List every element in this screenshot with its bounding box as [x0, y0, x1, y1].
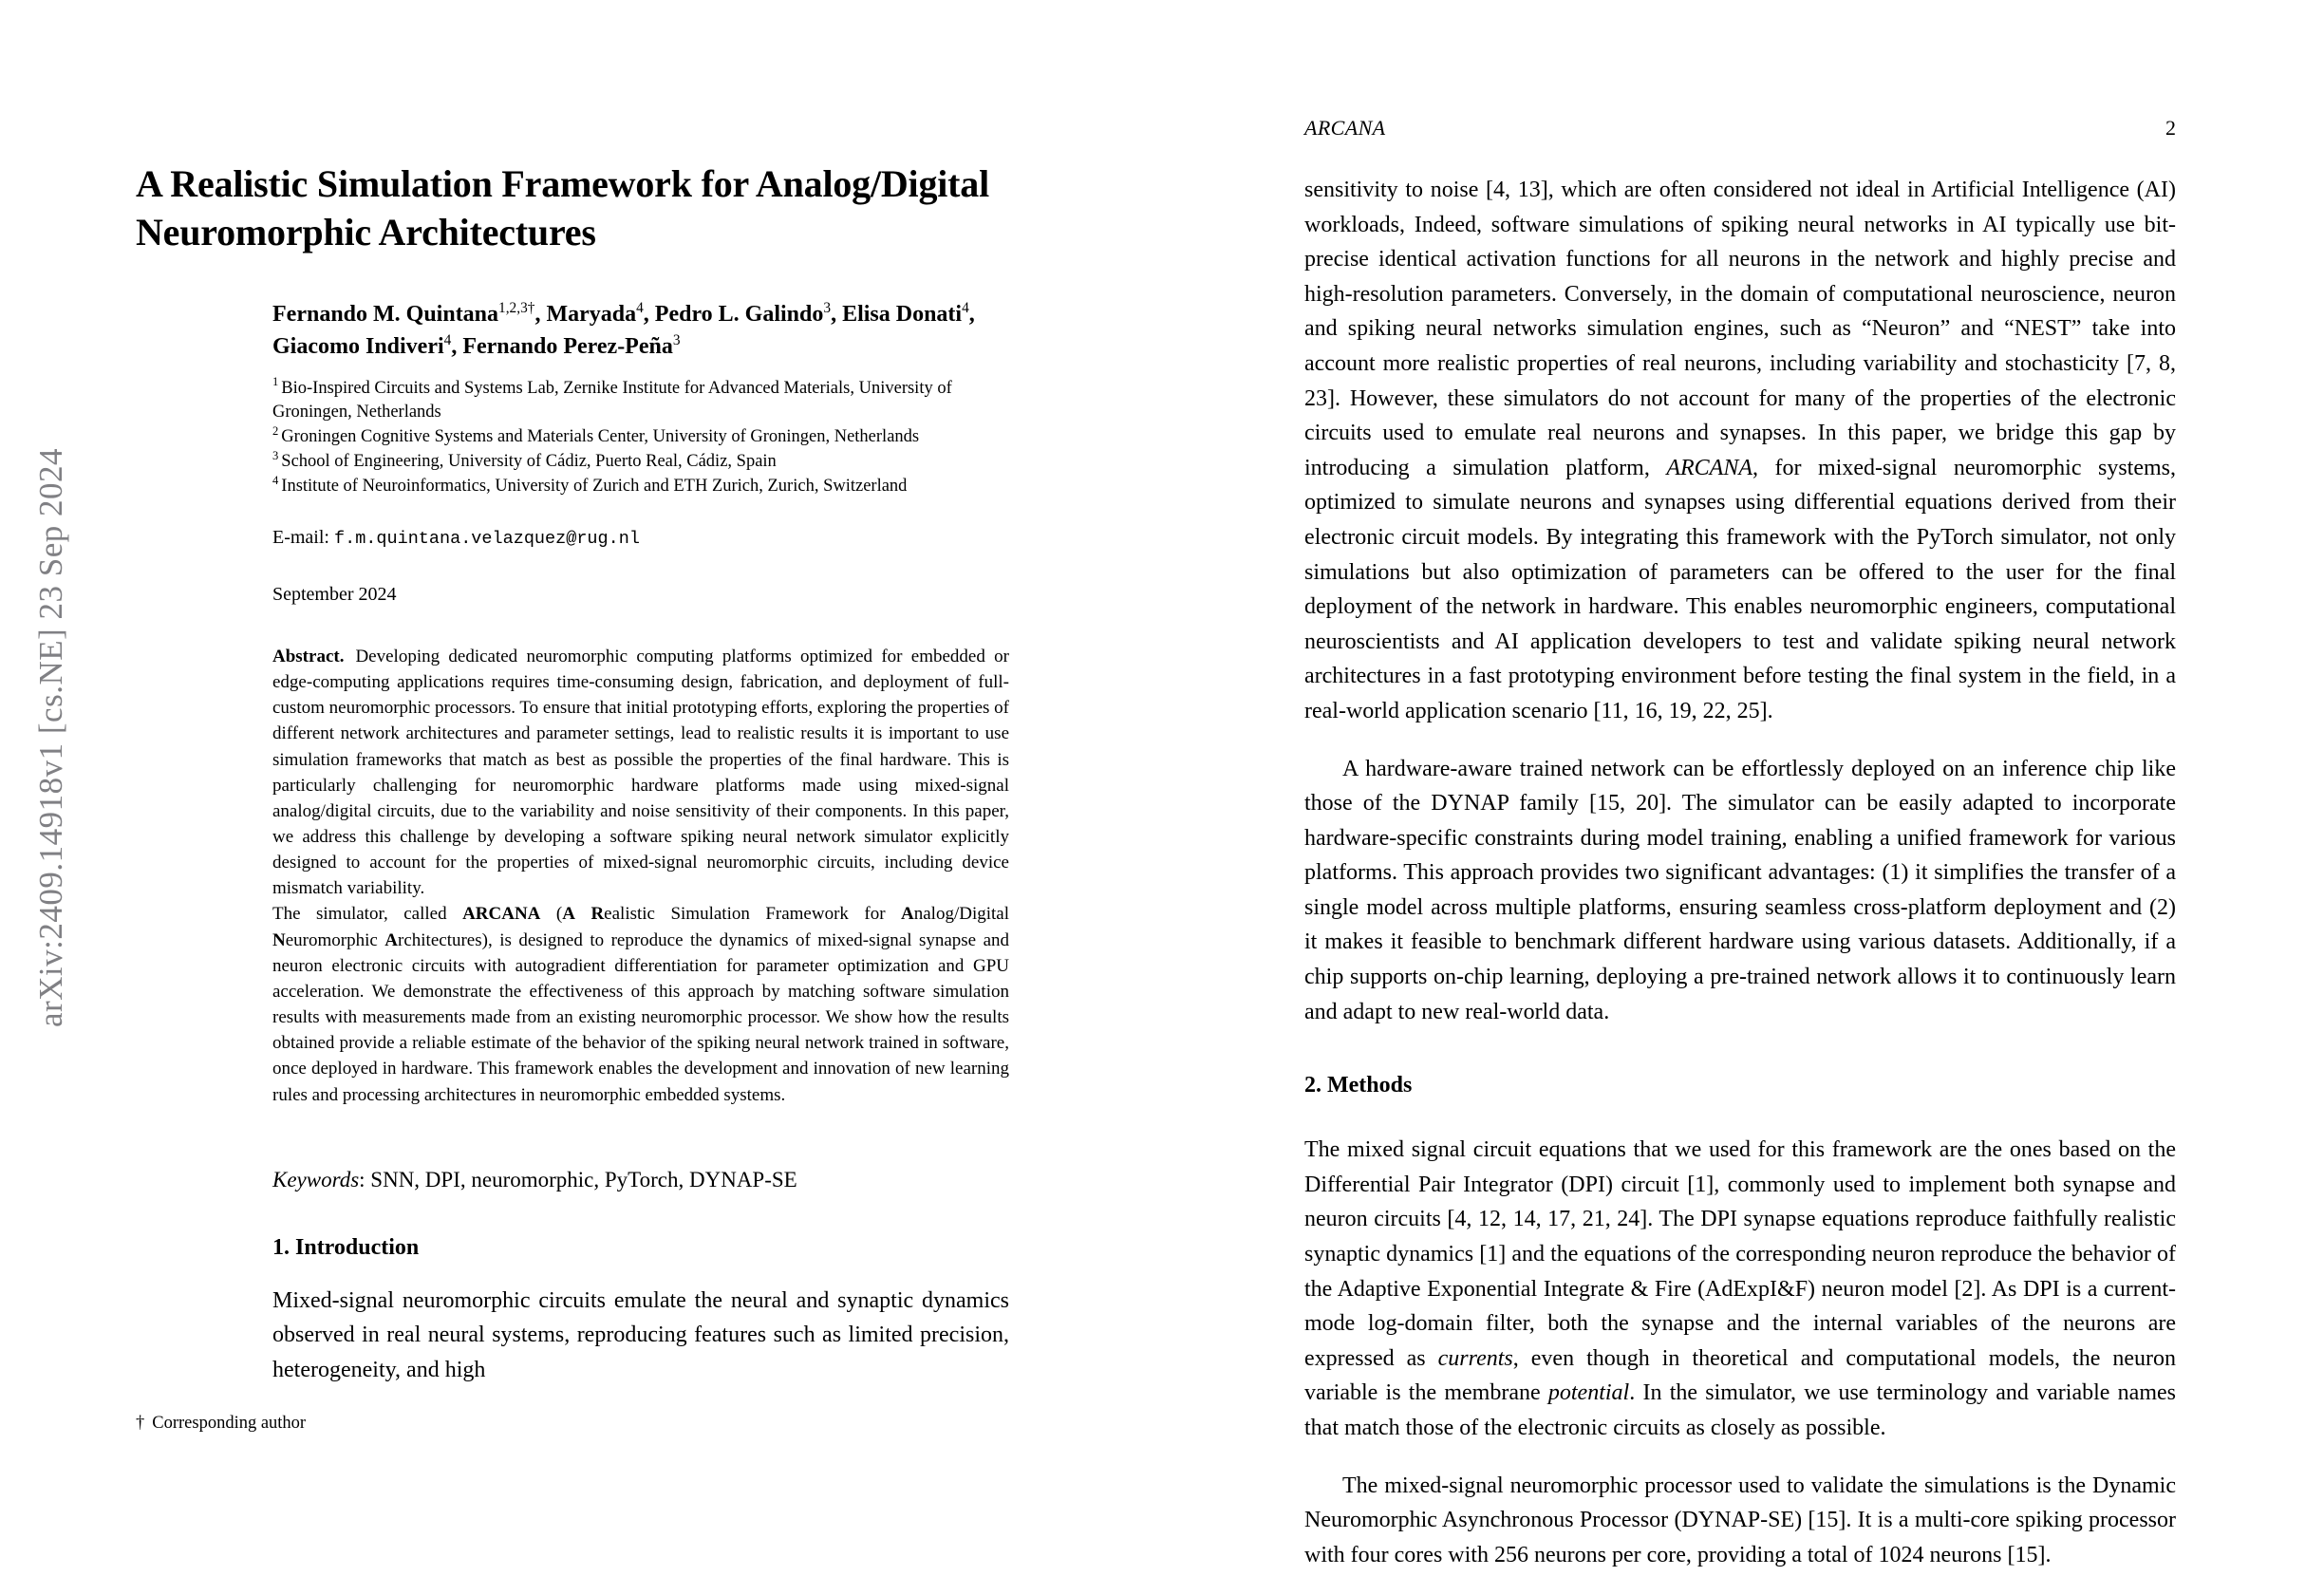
running-head: [1304, 116, 2176, 141]
affiliation-marker: 4: [272, 473, 279, 487]
footnote-text: Corresponding author: [152, 1414, 307, 1433]
acronym-space-1: [575, 904, 590, 924]
affiliation-text: Institute of Neuroinformatics, University of Zurich and ETH Zurich, Zurich, Switzerland: [281, 477, 908, 497]
keywords-value: : SNN, DPI, neuromorphic, PyTorch, DYNAP-SE: [359, 1167, 797, 1192]
keywords-line: [272, 1165, 1009, 1195]
paper-title-line-1: A Realistic Simulation Framework for Analog/Digital: [136, 162, 990, 205]
abstract-text-2a: The simulator, called: [272, 904, 463, 925]
affiliation-item: [272, 377, 1009, 426]
acronym-letter-a3: A: [384, 929, 399, 950]
author-affiliation-marker-2: 4: [636, 300, 644, 317]
author-name-1: Fernando M. Quintana: [272, 302, 499, 328]
affiliation-marker: 3: [272, 449, 279, 463]
affiliation-list: [272, 377, 1009, 499]
author-separator-3: , Elisa Donati: [831, 302, 963, 328]
body-paragraph-4: The mixed-signal neuromorphic processor used to validate the simulations is the Dynamic Neuromorphic Asynchronous Processor (DYNAP-SE) [15]. It is a multi-core spiking processor with four cores with 256 neurons per core, providing a total of 1024 neurons [15].: [1304, 1473, 2176, 1567]
affiliation-item: [272, 475, 1009, 499]
body-paragraph-3-text-b: , even though in theoretical and computational models, the neuron variable is the membrane: [1304, 1345, 2177, 1406]
publication-date: September 2024: [272, 583, 397, 605]
author-affiliation-marker-4: 4: [962, 300, 969, 317]
body-paragraph-1: [1304, 173, 2176, 729]
italic-potential: potential: [1547, 1380, 1630, 1406]
body-paragraph-3-text-a: The mixed signal circuit equations that we used for this framework are the ones based on the Differential Pair Integrator (DPI) circuit [1], commonly used to implement both synapse and neuron circuits [4, 12, 14, 17, 21, 24]. The DPI synapse equations reproduce faithfully realistic synaptic dynamics [1] and the equations of the corresponding neuron reproduce the behavior of the Adaptive Exponential Integrate & Fire (AdExpI&F) neuron model [2]. As DPI is a current-mode log-domain filter, both the synapse and the internal variables of the neurons are expressed as: [1304, 1137, 2176, 1371]
email-address[interactable]: f.m.quintana.velazquez@rug.nl: [333, 528, 640, 549]
section-heading-methods: 2. Methods: [1304, 1073, 1413, 1098]
footnote-corresponding-author: [136, 1412, 1009, 1436]
acronym-letter-r: R: [590, 904, 605, 925]
author-list: [272, 298, 1009, 363]
author-separator-4: ,: [968, 302, 975, 328]
body-paragraph-1-text-a: sensitivity to noise [4, 13], which are often considered not ideal in Artificial Intelligence (AI) workloads, Indeed, software simulations of spiking neural networks in AI typically use bit-precise identical activation functions for all neurons in the network and highly precise and high-resolution parameters. Conversely, in the domain of computational neuroscience, neuron and spiking neural networks simulation engines, such as “Neuron” and “NEST” take into account more realistic properties of real neurons, including variability and stochasticity [7, 8, 23]. However, these simulators do not account for many of the properties of the electronic circuits used to emulate real neurons and synapses. In this paper, we bridge this gap by introducing a simulation platform,: [1304, 178, 2176, 480]
acronym-rest-4: rchitectures): [398, 929, 488, 950]
affiliation-item: [272, 450, 1009, 475]
author-affiliation-marker-5: 4: [443, 332, 452, 349]
arxiv-identifier-text: arXiv:2409.14918v1 [cs.NE] 23 Sep 2024: [32, 447, 69, 1028]
author-name-5: Giacomo Indiveri: [272, 334, 444, 360]
acronym-letter-a1: A: [562, 904, 575, 925]
author-affiliation-marker-3: 3: [823, 300, 832, 317]
affiliation-text: Groningen Cognitive Systems and Materials Center, University of Groningen, Netherlands: [281, 427, 920, 447]
acronym-letter-n: N: [272, 929, 286, 950]
frontmatter-block: [272, 298, 1009, 1387]
arxiv-identifier-stamp: [0, 0, 103, 1504]
acronym-rest-2: nalog/Digital: [913, 904, 1010, 925]
contact-email-line: [272, 524, 1009, 552]
running-head-title: ARCANA: [1304, 116, 1386, 140]
footnote-marker: †: [136, 1414, 145, 1433]
acronym-rest-1: ealistic Simulation Framework for: [604, 904, 902, 925]
acronym-rest-3: euromorphic: [285, 929, 385, 950]
author-separator-2: , Pedro L. Galindo: [643, 302, 824, 328]
affiliation-marker: 1: [272, 375, 279, 389]
abstract-text-2c: , is designed to reproduce the dynamics of mixed-signal synapse and neuron electronic circuits with autogradient differentiation for parameter optimization and GPU acceleration. We demonstrate the effectiveness of this approach by matching software simulation results with measurements made from an existing neuromorphic processor. We show how the results obtained provide a reliable estimate of the behavior of the spiking neural network trained in software, once deployed in hardware. This framework enables the development and innovation of new learning rules and processing architectures in neuromorphic embedded systems.: [272, 929, 1009, 1105]
author-affiliation-marker-1: 1,2,3†: [498, 300, 535, 317]
affiliation-text: Bio-Inspired Circuits and Systems Lab, Zernike Institute for Advanced Materials, University of Groningen, Netherlands: [272, 378, 952, 422]
abstract-section: [272, 644, 1009, 1108]
title-page-column: [136, 160, 1009, 1387]
paper-title-line-2: Neuromorphic Architectures: [136, 211, 596, 254]
abstract-paragraph-2: [272, 901, 1009, 1107]
affiliation-marker: 2: [272, 424, 279, 439]
abstract-text-2b: (: [540, 904, 563, 925]
body-paragraph-1-text-b: , for mixed-signal neuromorphic systems, optimized to simulate neurons and synapses using differential equations derived from their electronic circuit models. By integrating this framework with the PyTorch simulator, not only simulations but also optimization of parameters can be offered to the user for the final deployment of the network in hardware. This enables neuromorphic engineers, computational neuroscientists and AI application developers to test and validate spiking neural network architectures in a fast prototyping environment before testing the final system in the field, in a real-world application scenario [11, 16, 19, 22, 25].: [1304, 455, 2176, 723]
acronym-arcana: ARCANA: [462, 904, 541, 925]
author-separator-5: , Fernando Perez-Peña: [451, 334, 673, 360]
body-paragraph-2: A hardware-aware trained network can be effortlessly deployed on an inference chip like those of the DYNAP family [15, 20]. The simulator can be easily adapted to incorporate hardware-specific constraints during model training, enabling a unified framework for various platforms. This approach provides two significant advantages: (1) it simplifies the transfer of a single model across multiple platforms, ensuring seamless cross-platform deployment and (2) it makes it feasible to benchmark different hardware using various datasets. Additionally, if a chip supports on-chip learning, deploying a pre-trained network allows it to continuously learn and adapt to new real-world data.: [1304, 756, 2176, 1024]
author-separator-1: , Maryada: [534, 302, 637, 328]
abstract-text-1: Developing dedicated neuromorphic computing platforms optimized for embedded or edge-computing applications requires time-consuming design, fabrication, and deployment of full-custom neuromorphic processors. To ensure that initial prototyping efforts, exploring the properties of different network architectures and parameter settings, lead to realistic results it is important to use simulation frameworks that match as best as possible the properties of the final hardware. This is particularly challenging for neuromorphic hardware platforms made using mixed-signal analog/digital circuits, due to the variability and noise sensitivity of their components. In this paper, we address this challenge by developing a software spiking neural network simulator explicitly designed to account for the properties of mixed-signal neuromorphic circuits, including device mismatch variability.: [272, 646, 1009, 899]
affiliation-item: [272, 425, 1009, 450]
abstract-paragraph-1: [272, 644, 1009, 902]
affiliation-text: School of Engineering, University of Cádiz, Puerto Real, Cádiz, Spain: [281, 452, 777, 472]
italic-currents: currents: [1437, 1345, 1513, 1371]
introduction-paragraph: Mixed-signal neuromorphic circuits emulate the neural and synaptic dynamics observed in real neural systems, reproducing features such as limited precision, heterogeneity, and high: [272, 1287, 1009, 1382]
body-paragraph-3: [1304, 1133, 2176, 1445]
body-paragraph-3-text-c: . In the simulator, we use terminology and variable names that match those of the electronic circuits as closely as possible.: [1304, 1380, 2176, 1440]
italic-arcana-1: ARCANA: [1666, 455, 1752, 480]
author-affiliation-marker-6: 3: [672, 332, 681, 349]
abstract-label: Abstract.: [272, 646, 345, 666]
email-label: E-mail:: [272, 526, 329, 548]
acronym-letter-a2: A: [901, 904, 914, 925]
page-title: [136, 160, 1009, 256]
keywords-label: Keywords: [272, 1167, 360, 1192]
section-heading-introduction: 1. Introduction: [272, 1234, 420, 1260]
content-page-column: [1304, 116, 2176, 1595]
page-number: 2: [2165, 116, 2176, 140]
